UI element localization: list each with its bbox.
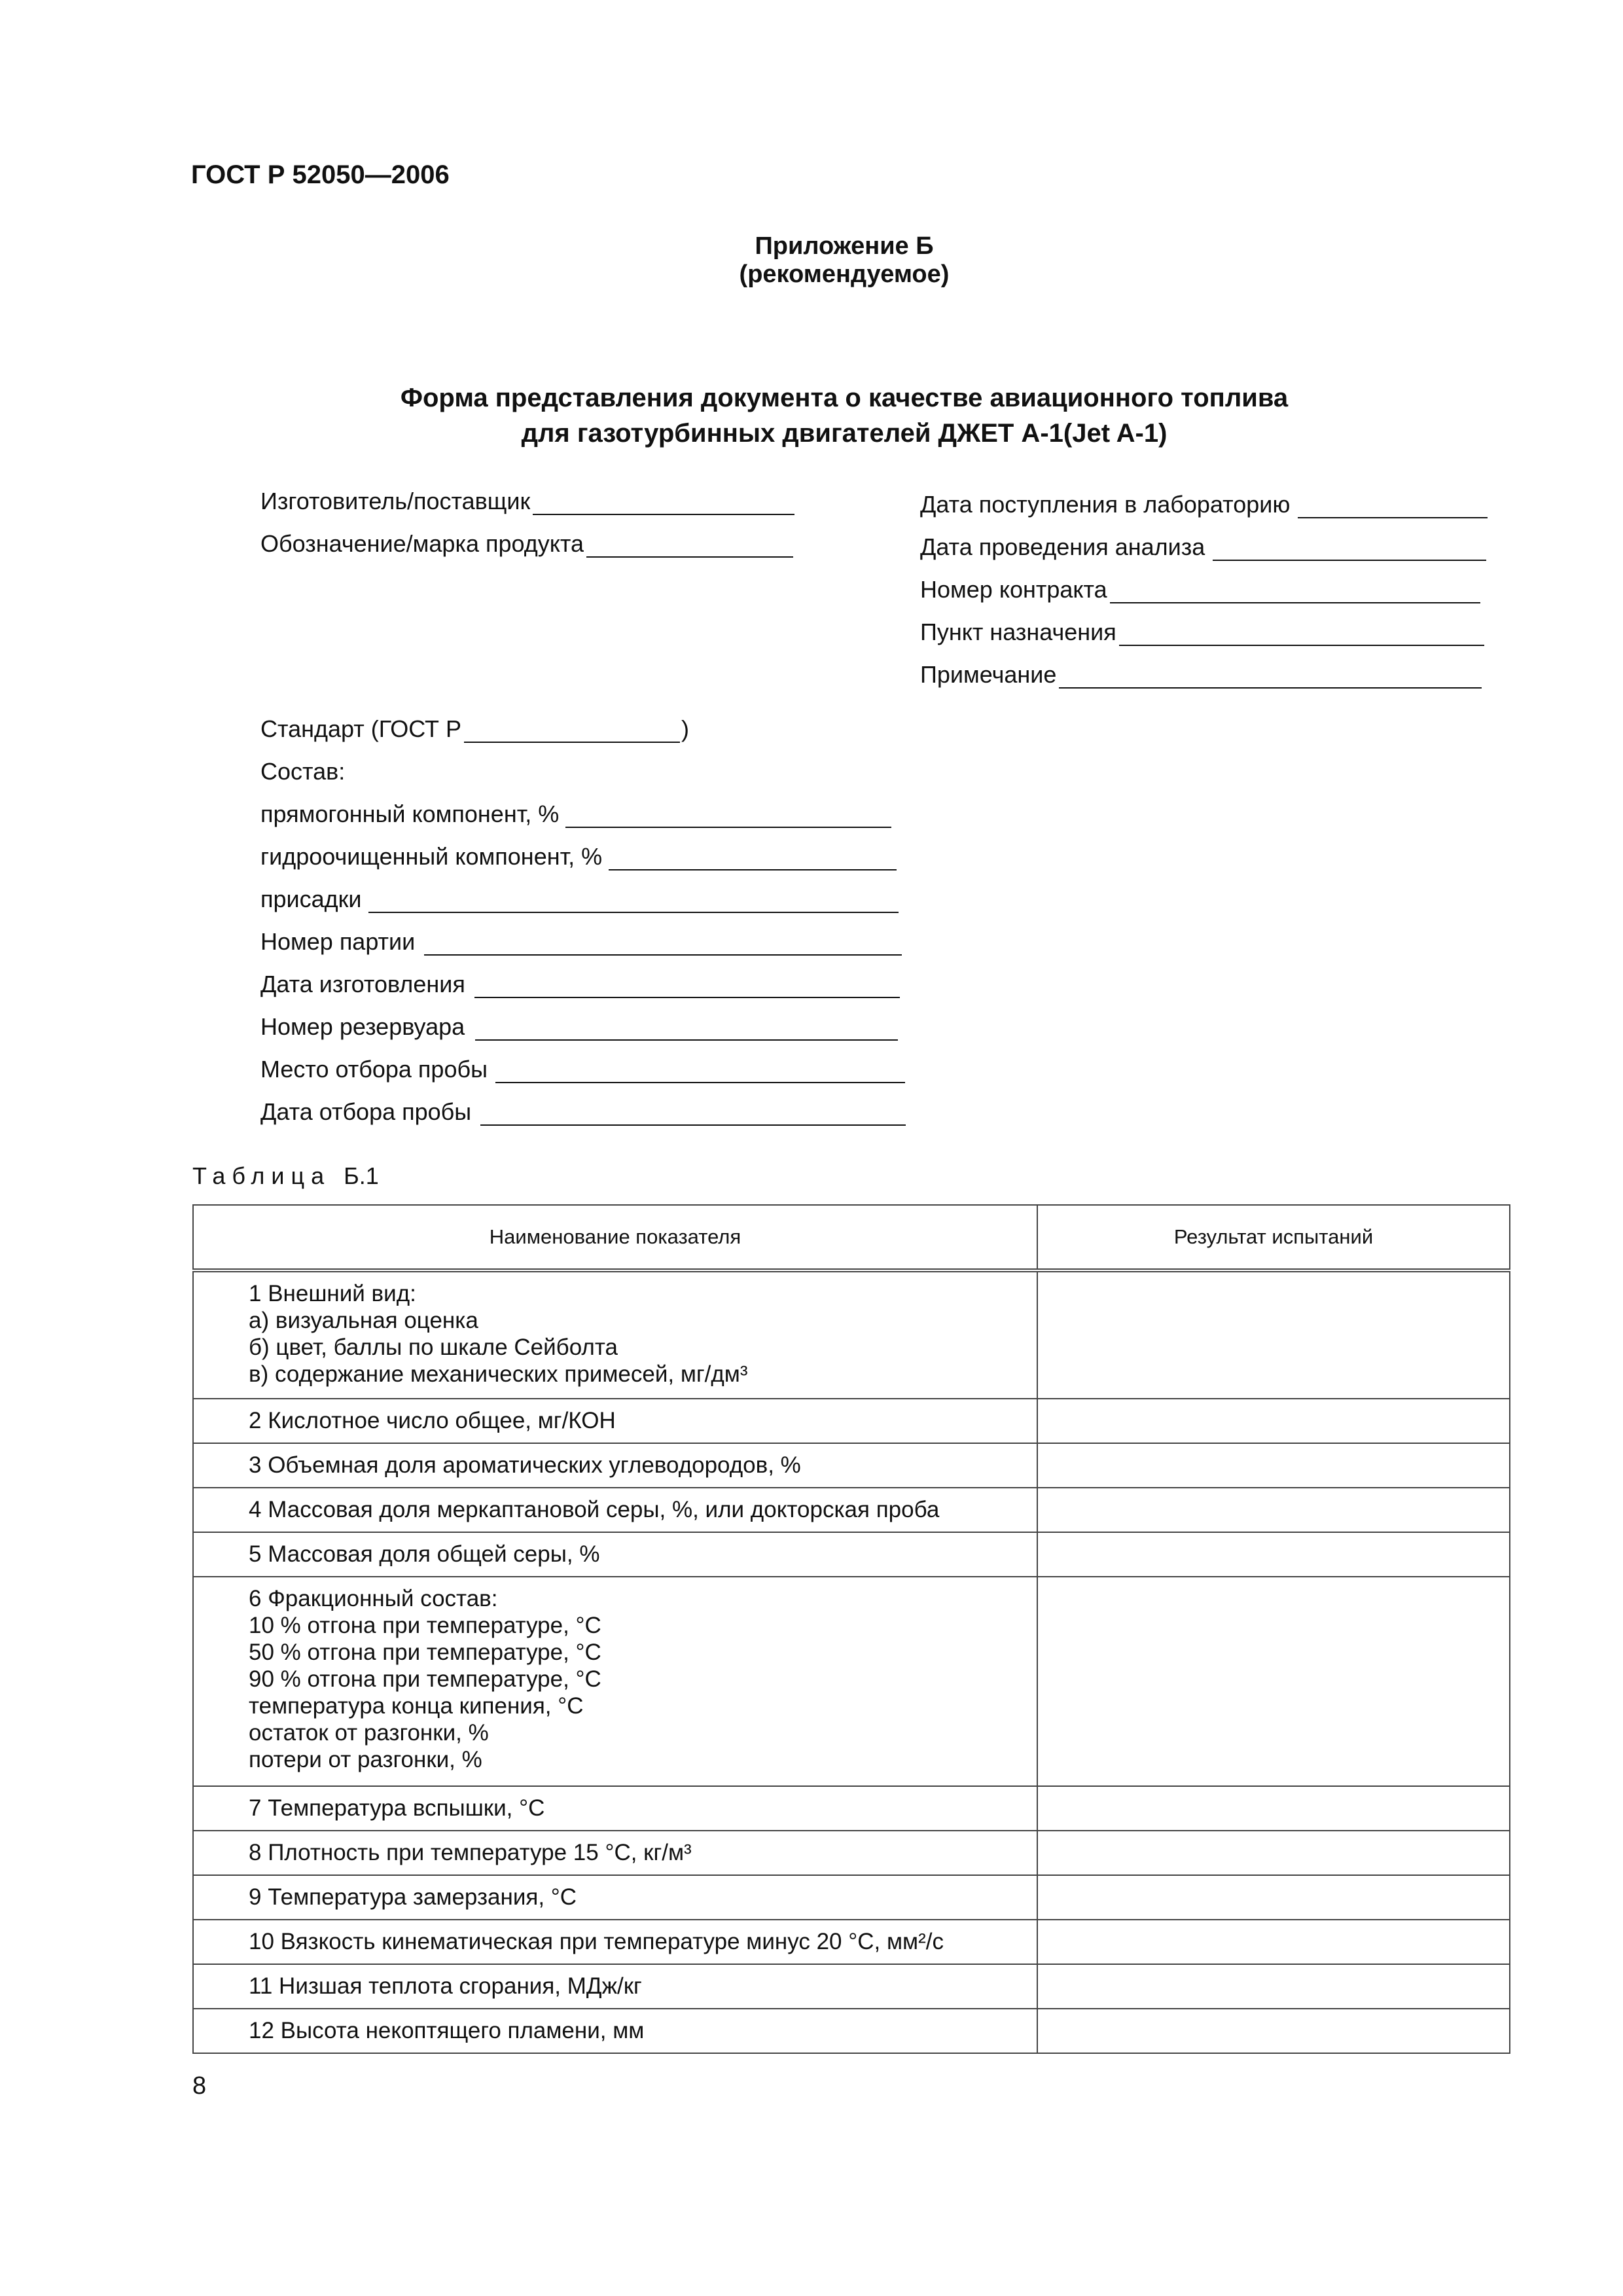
result-cell[interactable] bbox=[1037, 1786, 1510, 1831]
indicator-line: 12 Высота некоптящего пламени, мм bbox=[249, 2018, 645, 2043]
indicator-line: 50 % отгона при температуре, °С bbox=[249, 1640, 601, 1665]
result-cell[interactable] bbox=[1037, 1443, 1510, 1488]
result-cell[interactable] bbox=[1037, 1831, 1510, 1875]
indicator-line: 2 Кислотное число общее, мг/КОН bbox=[249, 1408, 616, 1433]
product-blank[interactable] bbox=[586, 531, 793, 558]
indicator-cell bbox=[193, 1443, 1037, 1488]
result-cell[interactable] bbox=[1037, 1532, 1510, 1577]
table-row bbox=[193, 1875, 1510, 1920]
contract-number-blank[interactable] bbox=[1110, 577, 1480, 603]
sampling-date-blank[interactable] bbox=[480, 1100, 906, 1126]
hydrotreated-blank[interactable] bbox=[609, 844, 897, 870]
table-caption-label: Таблица bbox=[192, 1162, 331, 1189]
indicator-cell bbox=[193, 1270, 1037, 1399]
sampling-place-field[interactable] bbox=[260, 1050, 905, 1083]
indicator-line: а) визуальная оценка bbox=[249, 1308, 478, 1333]
indicator-cell bbox=[193, 2009, 1037, 2053]
indicator-line: 11 Низшая теплота сгорания, МДж/кг bbox=[249, 1973, 642, 1999]
table-caption bbox=[192, 1162, 379, 1190]
page-number: 8 bbox=[192, 2072, 207, 2100]
indicator-line: 3 Объемная доля ароматических углеводородов, % bbox=[249, 1452, 801, 1478]
date-received-label: Дата поступления в лабораторию bbox=[920, 491, 1291, 518]
appendix-subtitle: (рекомендуемое) bbox=[739, 260, 950, 288]
table-row bbox=[193, 1399, 1510, 1443]
batch-number-field[interactable] bbox=[260, 923, 902, 956]
indicator-line: 9 Температура замерзания, °С bbox=[249, 1884, 577, 1910]
indicator-line: в) содержание механических примесей, мг/дм³ bbox=[249, 1361, 748, 1387]
indicator-line: 4 Массовая доля меркаптановой серы, %, или докторская проба bbox=[249, 1497, 940, 1522]
table-row bbox=[193, 1786, 1510, 1831]
production-date-field[interactable] bbox=[260, 965, 900, 998]
table-row bbox=[193, 1577, 1510, 1786]
indicator-line: б) цвет, баллы по шкале Сейболта bbox=[249, 1335, 618, 1360]
note-blank[interactable] bbox=[1059, 662, 1482, 689]
straight-run-label: прямогонный компонент, % bbox=[260, 800, 560, 827]
composition-label bbox=[260, 753, 345, 785]
straight-run-field[interactable] bbox=[260, 795, 891, 828]
composition-label-text: Состав: bbox=[260, 758, 346, 785]
indicator-cell bbox=[193, 1577, 1037, 1786]
result-cell[interactable] bbox=[1037, 1577, 1510, 1786]
indicator-line: 90 % отгона при температуре, °С bbox=[249, 1666, 601, 1692]
indicator-line: 6 Фракционный состав: bbox=[249, 1586, 498, 1611]
standard-close: ) bbox=[681, 715, 690, 742]
indicator-cell bbox=[193, 1875, 1037, 1920]
results-table bbox=[192, 1204, 1510, 2054]
hydrotreated-label: гидроочищенный компонент, % bbox=[260, 843, 603, 870]
result-cell[interactable] bbox=[1037, 2009, 1510, 2053]
note-label: Примечание bbox=[920, 661, 1057, 688]
result-cell[interactable] bbox=[1037, 1920, 1510, 1964]
date-received-blank[interactable] bbox=[1298, 492, 1488, 518]
indicator-cell bbox=[193, 1488, 1037, 1532]
result-cell[interactable] bbox=[1037, 1964, 1510, 2009]
table-caption-number: Б.1 bbox=[344, 1162, 379, 1189]
contract-number-field[interactable] bbox=[920, 571, 1480, 603]
product-field[interactable] bbox=[260, 525, 793, 558]
col-header-indicator: Наименование показателя bbox=[193, 1205, 1037, 1270]
sampling-place-blank[interactable] bbox=[495, 1057, 905, 1083]
sampling-date-label: Дата отбора пробы bbox=[260, 1098, 472, 1125]
destination-field[interactable] bbox=[920, 613, 1484, 646]
table-row bbox=[193, 1831, 1510, 1875]
table-row bbox=[193, 1270, 1510, 1399]
table-row bbox=[193, 1443, 1510, 1488]
tank-number-label: Номер резервуара bbox=[260, 1013, 465, 1040]
indicator-line: 1 Внешний вид: bbox=[249, 1281, 416, 1306]
table-row bbox=[193, 1488, 1510, 1532]
batch-number-blank[interactable] bbox=[424, 929, 902, 956]
manufacturer-field[interactable] bbox=[260, 482, 794, 515]
standard-field[interactable] bbox=[260, 710, 689, 743]
indicator-line: остаток от разгонки, % bbox=[249, 1720, 489, 1746]
indicator-cell bbox=[193, 1399, 1037, 1443]
indicator-line: 10 % отгона при температуре, °С bbox=[249, 1613, 601, 1638]
document-code: ГОСТ Р 52050—2006 bbox=[191, 160, 450, 189]
indicator-line: 5 Массовая доля общей серы, % bbox=[249, 1541, 600, 1567]
destination-label: Пункт назначения bbox=[920, 619, 1116, 645]
table-row bbox=[193, 1964, 1510, 2009]
indicator-cell bbox=[193, 1920, 1037, 1964]
table-row bbox=[193, 2009, 1510, 2053]
indicator-line: 8 Плотность при температуре 15 °С, кг/м³ bbox=[249, 1840, 692, 1865]
date-analysis-field[interactable] bbox=[920, 528, 1486, 561]
hydrotreated-field[interactable] bbox=[260, 838, 897, 870]
form-title-line-1: Форма представления документа о качестве авиационного топлива bbox=[400, 384, 1289, 412]
table-header-row bbox=[193, 1205, 1510, 1270]
standard-label: Стандарт (ГОСТ Р bbox=[260, 715, 462, 742]
date-analysis-label: Дата проведения анализа bbox=[920, 533, 1205, 560]
indicator-cell bbox=[193, 1831, 1037, 1875]
indicator-line: потери от разгонки, % bbox=[249, 1747, 482, 1772]
table-row bbox=[193, 1920, 1510, 1964]
manufacturer-label: Изготовитель/поставщик bbox=[260, 488, 531, 514]
result-cell[interactable] bbox=[1037, 1270, 1510, 1399]
appendix-title: Приложение Б bbox=[755, 232, 934, 260]
additives-blank[interactable] bbox=[368, 887, 899, 913]
contract-number-label: Номер контракта bbox=[920, 576, 1107, 603]
table-body bbox=[193, 1270, 1510, 2053]
indicator-cell bbox=[193, 1964, 1037, 2009]
sampling-date-field[interactable] bbox=[260, 1093, 906, 1126]
result-cell[interactable] bbox=[1037, 1875, 1510, 1920]
form-title-line-2: для газотурбинных двигателей ДЖЕТ А-1(Jet A-1) bbox=[521, 419, 1168, 448]
additives-label: присадки bbox=[260, 886, 362, 912]
indicator-cell bbox=[193, 1786, 1037, 1831]
date-analysis-blank[interactable] bbox=[1213, 535, 1486, 561]
indicator-line: 10 Вязкость кинематическая при температуре минус 20 °С, мм²/с bbox=[249, 1929, 944, 1954]
date-received-field[interactable] bbox=[920, 486, 1488, 518]
note-field[interactable] bbox=[920, 656, 1482, 689]
straight-run-blank[interactable] bbox=[565, 802, 891, 828]
indicator-line: температура конца кипения, °С bbox=[249, 1693, 584, 1719]
standard-blank[interactable] bbox=[464, 717, 680, 743]
additives-field[interactable] bbox=[260, 880, 899, 913]
batch-number-label: Номер партии bbox=[260, 928, 416, 955]
tank-number-field[interactable] bbox=[260, 1008, 898, 1041]
col-header-result: Результат испытаний bbox=[1037, 1205, 1510, 1270]
destination-blank[interactable] bbox=[1119, 620, 1484, 646]
table-row bbox=[193, 1532, 1510, 1577]
indicator-cell bbox=[193, 1532, 1037, 1577]
production-date-blank[interactable] bbox=[474, 972, 900, 998]
production-date-label: Дата изготовления bbox=[260, 971, 465, 997]
tank-number-blank[interactable] bbox=[475, 1014, 898, 1041]
manufacturer-blank[interactable] bbox=[533, 489, 794, 515]
result-cell[interactable] bbox=[1037, 1399, 1510, 1443]
result-cell[interactable] bbox=[1037, 1488, 1510, 1532]
sampling-place-label: Место отбора пробы bbox=[260, 1056, 488, 1083]
product-label: Обозначение/марка продукта bbox=[260, 530, 584, 557]
indicator-line: 7 Температура вспышки, °С bbox=[249, 1795, 545, 1821]
